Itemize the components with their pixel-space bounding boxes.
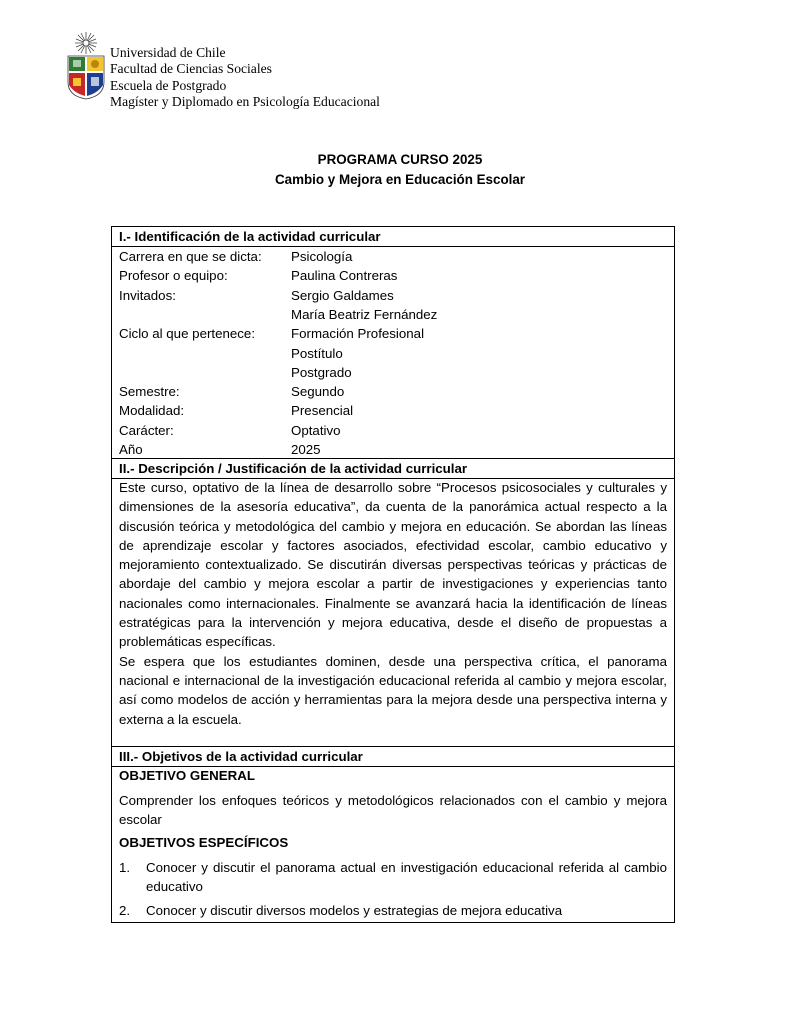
specific-objectives-title: OBJETIVOS ESPECÍFICOS <box>119 835 289 850</box>
id-value: Sergio Galdames <box>291 287 394 303</box>
document-title <box>0 150 800 189</box>
title-line-1: PROGRAMA CURSO 2025 <box>317 152 483 167</box>
list-text: Conocer y discutir diversos modelos y estrategias de mejora educativa <box>146 903 563 918</box>
specific-objective-item <box>119 858 667 897</box>
id-value: Segundo <box>291 384 345 400</box>
id-label: Semestre: <box>119 384 180 400</box>
program-name: Magíster y Diplomado en Psicología Educacional <box>110 93 380 109</box>
id-label: Profesor o equipo: <box>119 268 228 284</box>
section1-heading: I.- Identificación de la actividad curricular <box>112 227 674 247</box>
id-label: Año <box>119 442 143 457</box>
general-objective <box>119 766 667 830</box>
id-label: Carácter: <box>119 422 174 438</box>
section2-description <box>119 478 667 729</box>
id-value: Psicología <box>291 249 353 264</box>
id-value: Postítulo <box>291 345 343 361</box>
institution-block <box>110 45 380 110</box>
title-line-2: Cambio y Mejora en Educación Escolar <box>274 171 526 187</box>
course-program-table <box>111 226 675 923</box>
id-value: María Beatriz Fernández <box>291 306 438 322</box>
id-value: 2025 <box>291 442 321 457</box>
id-value: Optativo <box>291 422 341 438</box>
id-value: Formación Profesional <box>291 326 425 342</box>
description-paragraph-2: Se espera que los estudiantes dominen, desde una perspectiva crítica, el panorama nacional e internacional de la investigación educacional referida al cambio y mejora escolar, así como modelos de acción y herramientas para la mejora desde una perspectiva interna y externa a la escuela. <box>119 653 667 727</box>
specific-objective-item <box>119 901 667 920</box>
description-paragraph-1: Este curso, optativo de la línea de desarrollo sobre “Procesos psicosociales y culturales y dimensiones de la asesoría educativa”, da cuenta de la panorámica actual respecto a la discusión teórica y metodológica del cambio y mejora en educación. Se abordan las líneas de aprendizaje escolar y factores asociados, efectividad escolar, cambio educativo y mejoramiento contextualizado. Se discutirán diversas perspectivas teóricas y prácticas de abordaje del cambio y mejora escolar a partir de investigaciones y experiencias tanto nacionales como internacionales. Finalmente se avanzará hacia la identificación de líneas estratégicas para la intervención y mejora educativa, desde el diseño de propuestas a problemáticas específicas. <box>119 480 667 650</box>
section2-heading: II.- Descripción / Justificación de la actividad curricular <box>112 458 674 479</box>
list-text: Conocer y discutir el panorama actual en investigación educacional referida al cambio educativo <box>146 860 667 895</box>
id-label: Carrera en que se dicta: <box>119 249 262 264</box>
section3-heading: III.- Objetivos de la actividad curricular <box>112 746 674 767</box>
id-label: Ciclo al que pertenece: <box>119 326 256 342</box>
list-number: 1. <box>119 860 131 875</box>
list-number: 2. <box>119 903 131 918</box>
id-value: Paulina Contreras <box>291 268 398 284</box>
id-value: Postgrado <box>291 364 352 380</box>
university-crest-icon <box>66 30 106 100</box>
id-value: Presencial <box>291 403 354 419</box>
id-label: Modalidad: <box>119 403 185 419</box>
general-objective-text: Comprender los enfoques teóricos y metodológicos relacionados con el cambio y mejora escolar <box>119 793 667 828</box>
id-label: Invitados: <box>119 287 176 303</box>
university-name: Universidad de Chile <box>110 45 226 60</box>
specific-objectives-title-block <box>119 833 667 852</box>
school-name: Escuela de Postgrado <box>110 77 227 93</box>
faculty-name: Facultad de Ciencias Sociales <box>110 61 272 77</box>
general-objective-title: OBJETIVO GENERAL <box>119 768 255 783</box>
